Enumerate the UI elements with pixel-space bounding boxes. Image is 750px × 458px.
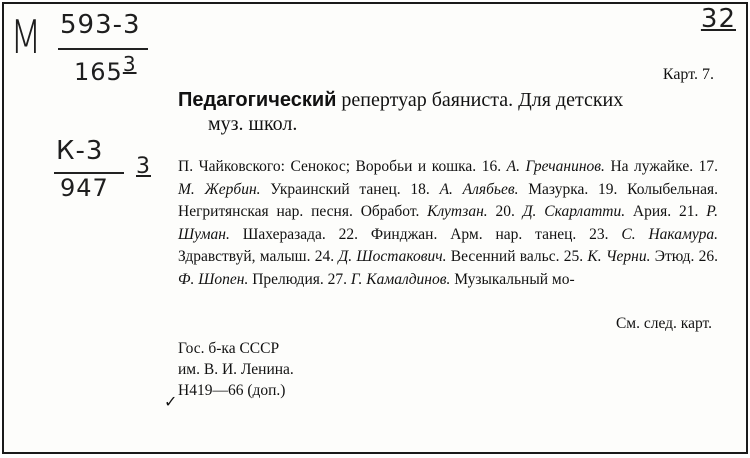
call-number-top: 593-3: [60, 10, 141, 40]
body-segment: Весенний вальс. 25.: [446, 248, 588, 265]
author-name: К. Черни.: [587, 248, 651, 265]
body-segment: Украинский танец. 18.: [260, 180, 440, 198]
shelf-mark-bottom: 947: [60, 174, 109, 202]
author-name: А. Алябьев.: [439, 180, 519, 198]
see-next-card: См. след. карт.: [615, 315, 712, 332]
author-name: Г. Камалдинов.: [350, 270, 451, 288]
body-segment: Этюд. 26.: [650, 248, 718, 265]
title-continuation: муз. школ.: [208, 113, 298, 135]
title-rest: репертуар баяниста. Для детских: [336, 89, 624, 111]
body-segment: 20.: [487, 203, 523, 220]
corner-number: 32: [700, 4, 736, 34]
call-number-divider: [58, 48, 148, 50]
library-line-3: Н419—66 (доп.): [178, 382, 286, 399]
body-segment: Ария. 21.: [625, 203, 707, 220]
card-title: [178, 88, 723, 136]
body-segment: Шахеразада. 22. Финджан. Арм. нар. танец. 23.: [229, 225, 622, 243]
card-number: Карт. 7.: [662, 66, 714, 83]
author-name: Клутзан.: [427, 203, 488, 220]
author-name: М. Жербин.: [178, 180, 261, 198]
body-segment: П. Чайковского: Сенокос; Воробьи и кошка. 16.: [178, 158, 507, 175]
body-segment: На лужайке. 17.: [604, 158, 719, 175]
author-name: Д. Скарлатти.: [522, 203, 626, 220]
library-footer: [178, 338, 294, 401]
author-name: А. Гречанинов.: [506, 158, 605, 175]
shelf-mark-top: К-3: [56, 136, 104, 166]
call-number-bottom-sup: 3: [122, 52, 137, 76]
catalog-card: [2, 2, 748, 454]
library-line-1: Гос. б-ка СССР: [178, 340, 280, 357]
call-number-bottom: [74, 52, 137, 86]
title-bold: Педагогический: [178, 89, 337, 111]
body-segment: Прелюдия. 27.: [248, 270, 351, 288]
shelf-mark-side: 3: [136, 154, 151, 179]
body-segment: Музыкальный мо-: [450, 270, 575, 288]
author-name: Р. Шуман.: [178, 203, 719, 243]
call-number-bottom-main: 165: [74, 58, 123, 86]
author-name: Ф. Шопен.: [178, 270, 249, 288]
body-segment: Здравствуй, малыш. 24.: [178, 248, 339, 265]
author-name: С. Накамура.: [621, 225, 718, 243]
card-body: [178, 156, 718, 291]
body-segment: Мазурка. 19. Колыбельная. Негритянская нар. песня. Обработ.: [178, 180, 718, 220]
author-name: Д. Шостакович.: [338, 248, 447, 265]
library-line-2: им. В. И. Ленина.: [178, 361, 294, 378]
handwritten-letter: M: [10, 10, 43, 64]
check-mark: ✓: [164, 392, 178, 411]
